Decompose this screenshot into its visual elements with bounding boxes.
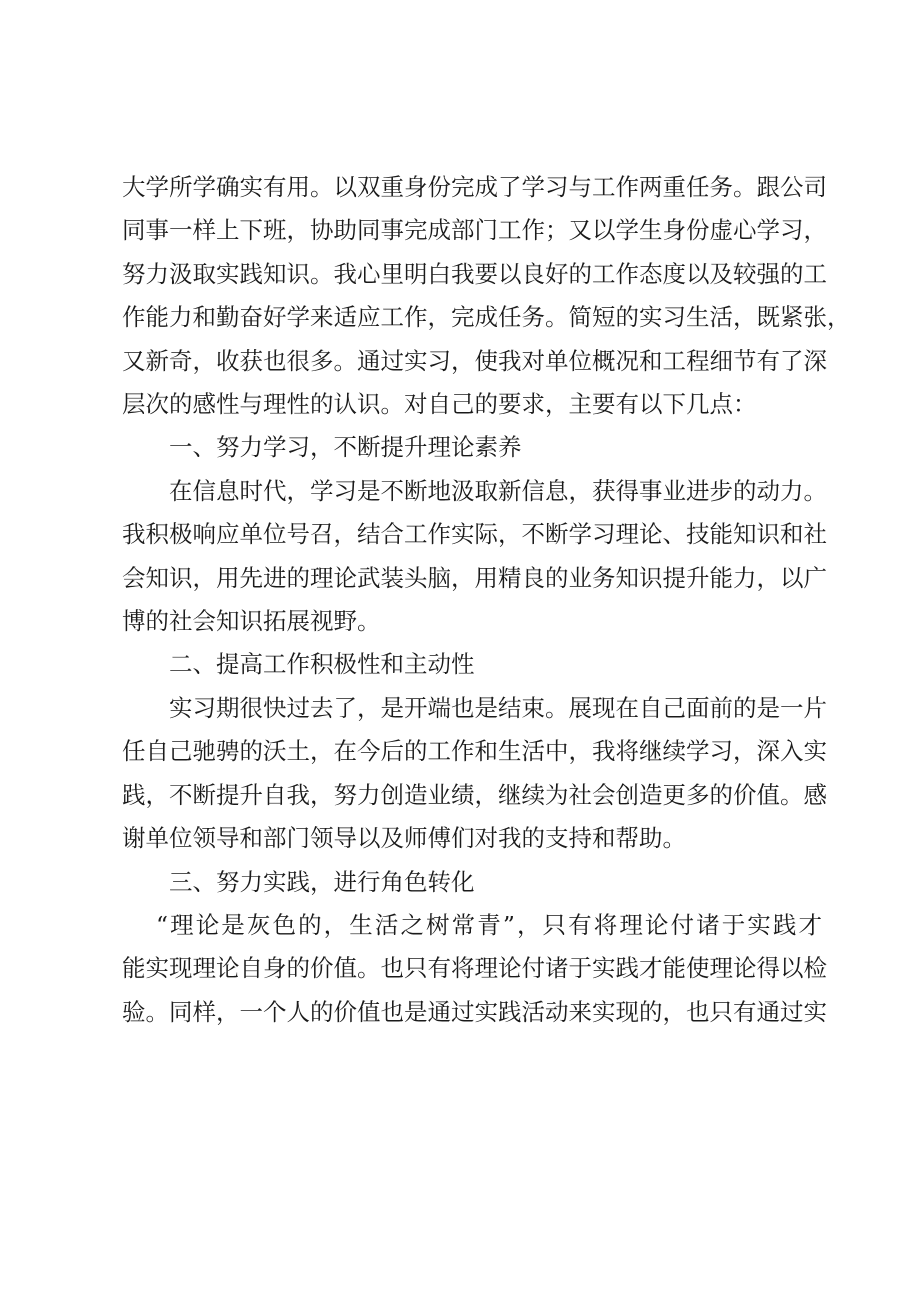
- body-line: 任自己驰骋的沃土，在今后的工作和生活中，我将继续学习，深入实: [122, 737, 827, 766]
- body-line: 验。同样，一个人的价值也是通过实践活动来实现的，也只有通过实: [122, 997, 827, 1026]
- body-line: 会知识，用先进的理论武装头脑，用精良的业务知识提升能力，以广: [122, 563, 827, 592]
- body-line: 层次的感性与理性的认识。对自己的要求，主要有以下几点：: [122, 390, 757, 419]
- body-line: “理论是灰色的，生活之树常青”，只有将理论付诸于实践才: [156, 910, 822, 939]
- body-line: 能实现理论自身的价值。也只有将理论付诸于实践才能使理论得以检: [122, 954, 827, 983]
- section-heading-2: 二、提高工作积极性和主动性: [169, 650, 475, 679]
- body-line: 大学所学确实有用。以双重身份完成了学习与工作两重任务。跟公司: [122, 173, 827, 201]
- body-line: 同事一样上下班，协助同事完成部门工作；又以学生身份虚心学习，: [122, 216, 827, 245]
- document-body: [122, 166, 851, 1034]
- body-line: 我积极响应单位号召，结合工作实际，不断学习理论、技能知识和社: [122, 520, 827, 549]
- section-heading-1: 一、努力学习，不断提升理论素养: [169, 433, 522, 462]
- body-line: 努力汲取实践知识。我心里明白我要以良好的工作态度以及较强的工: [122, 259, 827, 288]
- section-heading-3: 三、努力实践，进行角色转化: [169, 867, 475, 896]
- body-line: 博的社会知识拓展视野。: [122, 607, 381, 636]
- body-line: 作能力和勤奋好学来适应工作，完成任务。简短的实习生活，既紧张，: [122, 303, 851, 332]
- body-line: 谢单位领导和部门领导以及师傅们对我的支持和帮助。: [122, 824, 686, 853]
- body-line: 又新奇，收获也很多。通过实习，使我对单位概况和工程细节有了深: [122, 346, 827, 375]
- body-line: 实习期很快过去了，是开端也是结束。展现在自己面前的是一片: [169, 693, 827, 722]
- body-line: 践，不断提升自我，努力创造业绩，继续为社会创造更多的价值。感: [122, 780, 827, 809]
- body-line: 在信息时代，学习是不断地汲取新信息，获得事业进步的动力。: [169, 476, 827, 505]
